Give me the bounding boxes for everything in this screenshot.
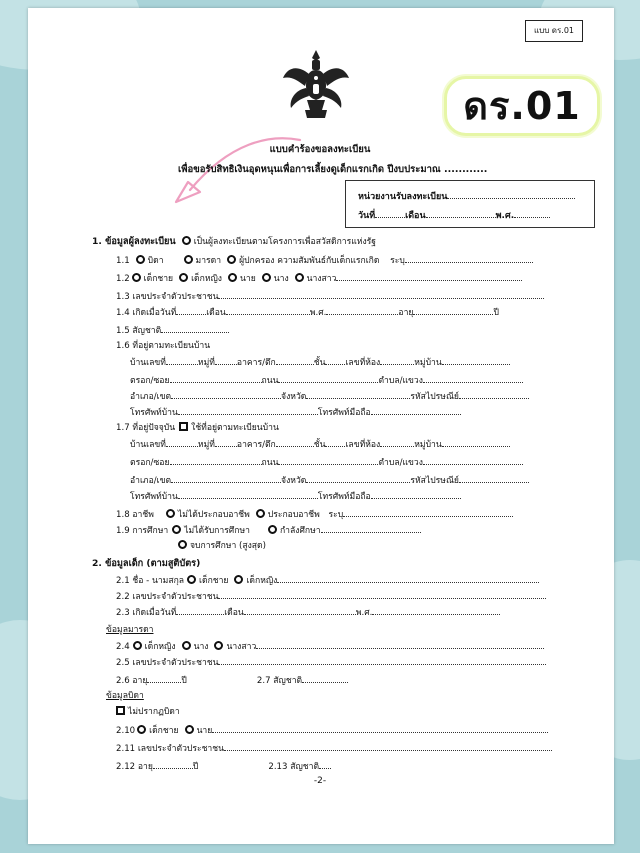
mr-radio[interactable] (228, 273, 237, 282)
reg-unit-field[interactable] (447, 190, 575, 199)
row-1-2 (116, 272, 522, 285)
room-field[interactable] (380, 356, 414, 365)
birth-year-field[interactable] (326, 306, 398, 315)
has-occupation-label: ประกอบอาชีพ (267, 510, 320, 520)
road-field[interactable] (278, 374, 378, 383)
father-name-field[interactable] (212, 724, 548, 733)
no-occupation-radio[interactable] (166, 509, 175, 518)
no-father-label: ไม่ปรากฏบิดา (128, 707, 180, 717)
page-number: -2- (313, 776, 327, 786)
child-name-label: 2.1 ชื่อ - นามสกุล (116, 576, 185, 586)
graduated-radio[interactable] (178, 540, 187, 549)
child-id-label: 2.2 เลขประจำตัวประชาชน (116, 592, 219, 602)
house-no-label: บ้านเลขที่ (130, 440, 166, 450)
building-field[interactable] (276, 438, 314, 447)
moo-label: หมู่ที่ (197, 440, 215, 450)
district-label: อำเภอ/เขต (130, 476, 172, 486)
father-id-label: 2.11 เลขประจำตัวประชาชน (116, 744, 224, 754)
nationality-field[interactable] (161, 324, 229, 333)
row-2-6 (116, 674, 348, 687)
addr1-row-c (130, 390, 529, 403)
building-label: อาคาร/ตึก (236, 440, 276, 450)
has-occupation-radio[interactable] (256, 509, 265, 518)
row-2-3 (116, 606, 500, 619)
no-education-label: ไม่ได้รับการศึกษา (184, 526, 250, 536)
mother-label: มารดา (195, 256, 222, 266)
child-id-field[interactable] (218, 590, 546, 599)
girl-label: เด็กหญิง (191, 274, 222, 284)
girl-radio[interactable] (179, 273, 188, 282)
guardian-radio[interactable] (227, 255, 236, 264)
mother-age-unit: ปี (181, 676, 187, 686)
studying-radio[interactable] (268, 525, 277, 534)
postal-field[interactable] (459, 474, 529, 483)
mother-age-label: 2.6 อายุ (116, 676, 148, 686)
reg-year-label: พ.ศ. (495, 211, 515, 221)
soi-field[interactable] (170, 374, 262, 383)
addr2-row-b (130, 456, 523, 469)
guardian-label: ผู้ปกครอง ความสัมพันธ์กับเด็กแรกเกิด (239, 256, 380, 266)
province-field[interactable] (306, 474, 410, 483)
child-birth-year-field[interactable] (372, 606, 500, 615)
village-field[interactable] (442, 356, 510, 365)
form-subtitle: เพื่อขอรับสิทธิเงินอุดหนุนเพื่อการเลี้ยงดูเด็กแรกเกิด ปีงบประมาณ ............ (178, 164, 488, 175)
form-number-label: ดร.01 (444, 76, 600, 136)
mobile-label: โทรศัพท์มือถือ (317, 408, 371, 418)
father-heading: ข้อมูลบิดา (106, 691, 144, 701)
road-label: ถนน (261, 458, 279, 468)
building-field[interactable] (276, 356, 314, 365)
mother-girl-radio[interactable] (133, 641, 142, 650)
father-age-field[interactable] (153, 760, 193, 769)
row-1-8 (116, 508, 513, 521)
floor-label: ชั้น (313, 358, 326, 368)
addr2-row-c (130, 474, 529, 487)
reg-date-label: วันที่ (358, 211, 376, 221)
district-field[interactable] (171, 390, 281, 399)
row-2-11 (116, 742, 552, 755)
row-2-5 (116, 656, 546, 669)
reg-unit-label: หน่วยงานรับลงทะเบียน (358, 192, 448, 202)
row-1-2-label: 1.2 (116, 274, 130, 284)
nationality-label: 1.5 สัญชาติ (116, 326, 162, 336)
addr2-row-a (130, 438, 510, 451)
welfare-radio[interactable] (182, 236, 191, 245)
current-address-label: 1.7 ที่อยู่ปัจจุบัน (116, 423, 176, 433)
father-radio[interactable] (136, 255, 145, 264)
same-address-checkbox[interactable] (179, 422, 188, 431)
section-2-heading: 2. ข้อมูลเด็ก (ตามสูติบัตร) (92, 558, 201, 569)
subdistrict-field[interactable] (423, 456, 523, 465)
registered-address-label: 1.6 ที่อยู่ตามทะเบียนบ้าน (116, 341, 211, 351)
id-label: 1.3 เลขประจำตัวประชาชน (116, 292, 219, 302)
section-1-heading: 1. ข้อมูลผู้ลงทะเบียน (92, 236, 176, 247)
mother-girl-label: เด็กหญิง (144, 642, 176, 652)
mother-nationality-field[interactable] (302, 674, 348, 683)
birthdate-label: 1.4 เกิดเมื่อวันที่ (116, 308, 177, 318)
boy-label: เด็กชาย (143, 274, 174, 284)
child-boy-label: เด็กชาย (199, 576, 229, 586)
moo-field[interactable] (215, 438, 237, 447)
home-phone-field[interactable] (178, 406, 318, 415)
house-no-label: บ้านเลขที่ (130, 358, 166, 368)
mother-id-field[interactable] (218, 656, 546, 665)
registration-box (345, 180, 595, 228)
mother-heading: ข้อมูลมารดา (106, 625, 154, 635)
mother-radio[interactable] (184, 255, 193, 264)
moo-field[interactable] (215, 356, 237, 365)
row-2-10-label: 2.10 (116, 726, 136, 736)
child-birth-day-field[interactable] (176, 606, 224, 615)
soi-label: ตรอก/ซอย (130, 458, 170, 468)
birth-year-label: พ.ศ. (309, 308, 327, 318)
age-field[interactable] (413, 306, 493, 315)
father-label: บิดา (147, 256, 164, 266)
mobile-field[interactable] (371, 406, 461, 415)
floor-field[interactable] (325, 438, 345, 447)
mother-mrs-label: นาง (193, 642, 209, 652)
addr1-row-b (130, 374, 523, 387)
addr1-row-a (130, 356, 510, 369)
district-label: อำเภอ/เขต (130, 392, 172, 402)
father-id-field[interactable] (224, 742, 552, 751)
father-boy-radio[interactable] (137, 725, 146, 734)
addr2-row-d (130, 490, 461, 503)
father-boy-label: เด็กชาย (149, 726, 179, 736)
road-label: ถนน (261, 376, 279, 386)
miss-label: นางสาว (306, 274, 337, 284)
no-education-radio[interactable] (172, 525, 181, 534)
row-2-4-label: 2.4 (116, 642, 130, 652)
village-label: หมู่บ้าน (414, 440, 442, 450)
soi-label: ตรอก/ซอย (130, 376, 170, 386)
id-field[interactable] (218, 290, 544, 299)
mrs-label: นาง (273, 274, 289, 284)
no-father-row (116, 706, 180, 718)
house-no-field[interactable] (166, 356, 198, 365)
home-phone-field[interactable] (178, 490, 318, 499)
section-1-row (92, 236, 376, 248)
row-2-12 (116, 760, 331, 773)
same-address-label: ใช้ที่อยู่ตามทะเบียนบ้าน (191, 423, 279, 433)
moo-label: หมู่ที่ (197, 358, 215, 368)
reg-month-label: เดือน (405, 211, 426, 221)
village-label: หมู่บ้าน (414, 358, 442, 368)
building-label: อาคาร/ตึก (236, 358, 276, 368)
father-age-unit: ปี (192, 762, 199, 772)
addr1-row-d (130, 406, 461, 419)
subdistrict-label: ตำบล/แขวง (378, 458, 423, 468)
row-2-4 (116, 640, 544, 653)
floor-label: ชั้น (313, 440, 326, 450)
mobile-label: โทรศัพท์มือถือ (317, 492, 371, 502)
province-label: จังหวัด (281, 476, 307, 486)
row-1-4 (116, 306, 499, 319)
mrs-radio[interactable] (262, 273, 271, 282)
house-no-field[interactable] (166, 438, 198, 447)
postal-label: รหัสไปรษณีย์ (410, 392, 459, 402)
row-1-1-label: 1.1 (116, 256, 130, 266)
village-field[interactable] (442, 438, 510, 447)
child-birth-month-label: เดือน (224, 608, 244, 618)
home-phone-label: โทรศัพท์บ้าน (130, 492, 178, 502)
section-2-row (92, 558, 200, 570)
birth-month-field[interactable] (226, 306, 310, 315)
age-label: อายุ (398, 308, 414, 318)
row-2-1 (116, 574, 539, 587)
road-field[interactable] (278, 456, 378, 465)
mother-name-field[interactable] (256, 640, 544, 649)
room-label: เลขที่ห้อง (345, 440, 381, 450)
mr-label: นาย (240, 274, 256, 284)
row-1-5 (116, 324, 229, 337)
child-birth-month-field[interactable] (244, 606, 356, 615)
room-field[interactable] (380, 438, 414, 447)
reg-date-field[interactable] (375, 209, 405, 218)
child-birthdate-label: 2.3 เกิดเมื่อวันที่ (116, 608, 177, 618)
row-1-3 (116, 290, 544, 303)
postal-label: รหัสไปรษณีย์ (410, 476, 459, 486)
reg-month-field[interactable] (426, 209, 496, 218)
garuda-emblem-icon (283, 48, 349, 120)
mother-id-label: 2.5 เลขประจำตัวประชาชน (116, 658, 219, 668)
subdistrict-label: ตำบล/แขวง (378, 376, 423, 386)
child-girl-label: เด็กหญิง (246, 576, 278, 586)
child-boy-radio[interactable] (187, 575, 196, 584)
row-1-6 (116, 340, 210, 352)
occupation-specify-label: ระบุ (328, 510, 344, 520)
father-mr-radio[interactable] (185, 725, 194, 734)
mother-miss-label: นางสาว (226, 642, 257, 652)
studying-label: กำลังศึกษา (279, 526, 321, 536)
no-father-checkbox[interactable] (116, 706, 125, 715)
soi-field[interactable] (170, 456, 262, 465)
row-1-7 (116, 422, 279, 434)
father-nationality-label: 2.13 สัญชาติ (268, 762, 320, 772)
father-age-label: 2.12 อายุ (116, 762, 153, 772)
name-field[interactable] (336, 272, 522, 281)
row-1-9b (172, 540, 266, 552)
specify-label: ระบุ (390, 256, 405, 266)
row-1-9 (116, 524, 421, 537)
birth-month-label: เดือน (206, 308, 226, 318)
home-phone-label: โทรศัพท์บ้าน (130, 408, 178, 418)
mother-age-field[interactable] (147, 674, 181, 683)
relationship-field[interactable] (405, 254, 533, 263)
boy-radio[interactable] (132, 273, 141, 282)
birth-day-field[interactable] (176, 306, 206, 315)
row-2-10 (116, 724, 548, 737)
age-unit: ปี (493, 308, 499, 318)
form-title: แบบคำร้องขอลงทะเบียน (269, 144, 371, 155)
mother-mrs-radio[interactable] (182, 641, 191, 650)
occupation-label: 1.8 อาชีพ (116, 510, 154, 520)
studying-field[interactable] (321, 524, 421, 533)
reg-year-field[interactable] (514, 209, 550, 218)
miss-radio[interactable] (295, 273, 304, 282)
district-field[interactable] (171, 474, 281, 483)
father-mr-label: นาย (196, 726, 213, 736)
postal-field[interactable] (459, 390, 529, 399)
floor-field[interactable] (325, 356, 345, 365)
child-name-field[interactable] (277, 574, 539, 583)
province-label: จังหวัด (281, 392, 307, 402)
mobile-field[interactable] (371, 490, 461, 499)
graduated-label: จบการศึกษา (สูงสุด) (190, 541, 266, 551)
row-2-2 (116, 590, 546, 603)
mother-miss-radio[interactable] (214, 641, 223, 650)
father-nationality-field[interactable] (319, 760, 331, 769)
child-birth-year-label: พ.ศ. (355, 608, 373, 618)
row-1-1 (116, 254, 533, 267)
occupation-field[interactable] (343, 508, 513, 517)
no-occupation-label: ไม่ได้ประกอบอาชีพ (177, 510, 250, 520)
child-girl-radio[interactable] (234, 575, 243, 584)
room-label: เลขที่ห้อง (345, 358, 381, 368)
province-field[interactable] (306, 390, 410, 399)
mother-nationality-label: 2.7 สัญชาติ (256, 676, 303, 686)
welfare-label: เป็นผู้ลงทะเบียนตามโครงการเพื่อสวัสดิการแห่งรัฐ (193, 237, 377, 247)
subdistrict-field[interactable] (423, 374, 523, 383)
form-code-badge: แบบ ดร.01 (525, 20, 583, 42)
education-label: 1.9 การศึกษา (116, 526, 169, 536)
